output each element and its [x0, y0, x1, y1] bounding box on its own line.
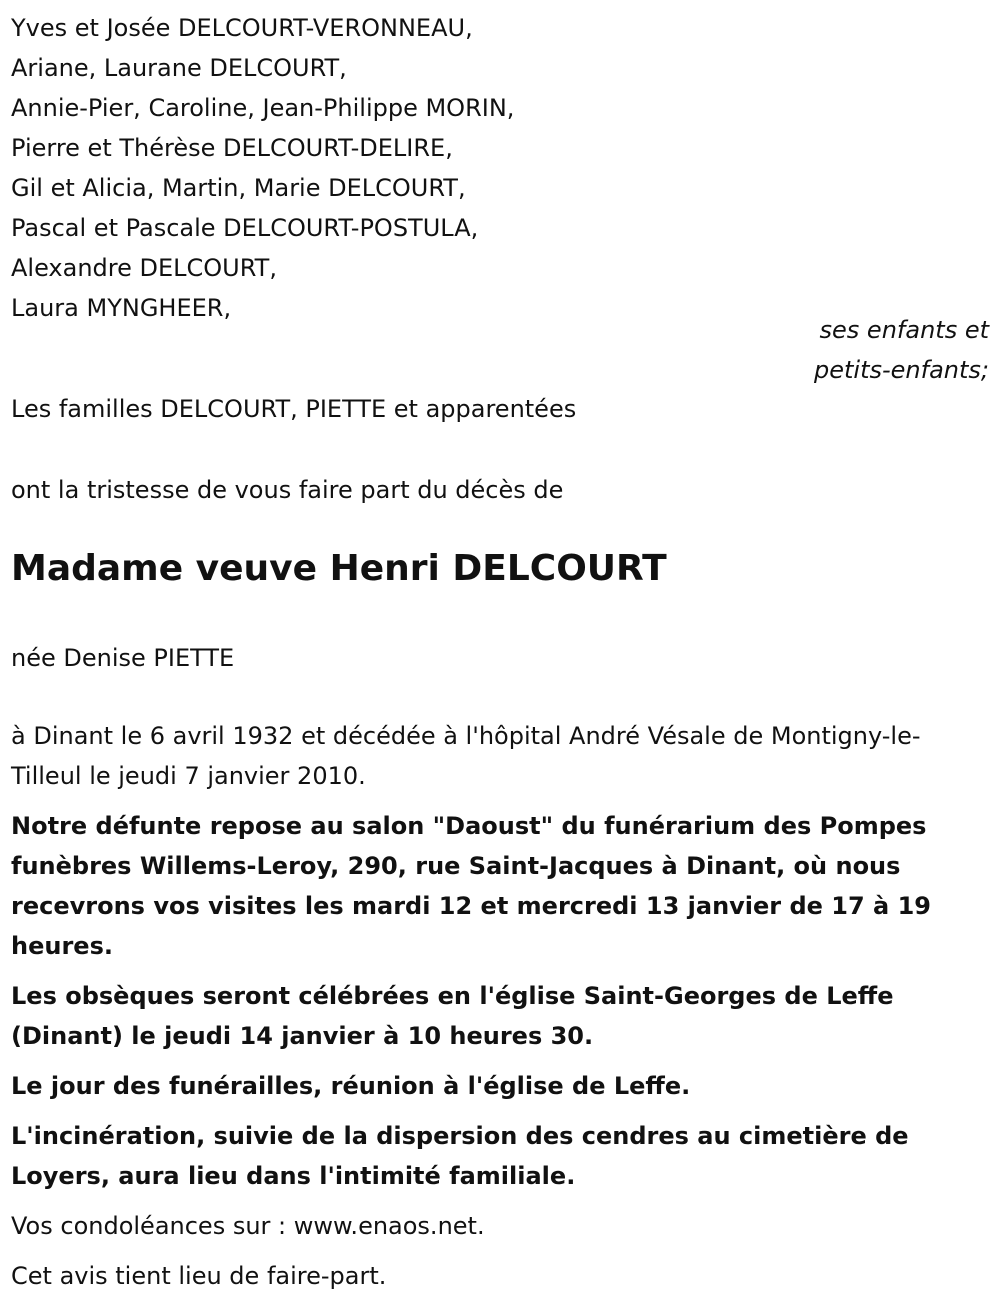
cremation-info: L'incinération, suivie de la dispersion des cendres au cimetière de Loyers, aura lieu dans l'intimité familiale.	[11, 1122, 909, 1190]
visitation-info: Notre défunte repose au salon "Daoust" du funérarium des Pompes funèbres Willems-Leroy, 290, rue Saint-Jacques à Dinant, où nous recevrons vos visites les mardi 12 et mercredi 13 janvier de 17 à 19 heures.	[11, 812, 932, 960]
family-name-line: Alexandre DELCOURT,	[11, 254, 277, 282]
birth-death-details: à Dinant le 6 avril 1932 et décédée à l'hôpital André Vésale de Montigny-le-Tilleul le jeudi 7 janvier 2010.	[11, 722, 921, 790]
relation-line-2: petits-enfants;	[814, 356, 989, 384]
gathering-info: Le jour des funérailles, réunion à l'église de Leffe.	[11, 1072, 691, 1100]
family-name-line: Pierre et Thérèse DELCOURT-DELIRE,	[11, 134, 453, 162]
condolences-info: Vos condoléances sur : www.enaos.net.	[11, 1212, 485, 1240]
announcement-intro: ont la tristesse de vous faire part du décès de	[11, 476, 564, 504]
family-name-line: Annie-Pier, Caroline, Jean-Philippe MORIN,	[11, 94, 515, 122]
family-name-line: Laura MYNGHEER,	[11, 294, 232, 322]
ceremony-details	[11, 806, 989, 1306]
family-names-list	[11, 8, 989, 328]
notice-info: Cet avis tient lieu de faire-part.	[11, 1262, 387, 1290]
extended-families: Les familles DELCOURT, PIETTE et apparentées	[11, 395, 577, 423]
family-relation	[689, 310, 989, 390]
deceased-name: Madame veuve Henri DELCOURT	[11, 548, 667, 589]
family-name-line: Pascal et Pascale DELCOURT-POSTULA,	[11, 214, 479, 242]
maiden-name: née Denise PIETTE	[11, 644, 235, 672]
family-name-line: Gil et Alicia, Martin, Marie DELCOURT,	[11, 174, 466, 202]
relation-line-1: ses enfants et	[819, 316, 989, 344]
funeral-info: Les obsèques seront célébrées en l'église Saint-Georges de Leffe (Dinant) le jeudi 14 janvier à 10 heures 30.	[11, 982, 894, 1050]
family-name-line: Ariane, Laurane DELCOURT,	[11, 54, 347, 82]
family-name-line: Yves et Josée DELCOURT-VERONNEAU,	[11, 14, 473, 42]
